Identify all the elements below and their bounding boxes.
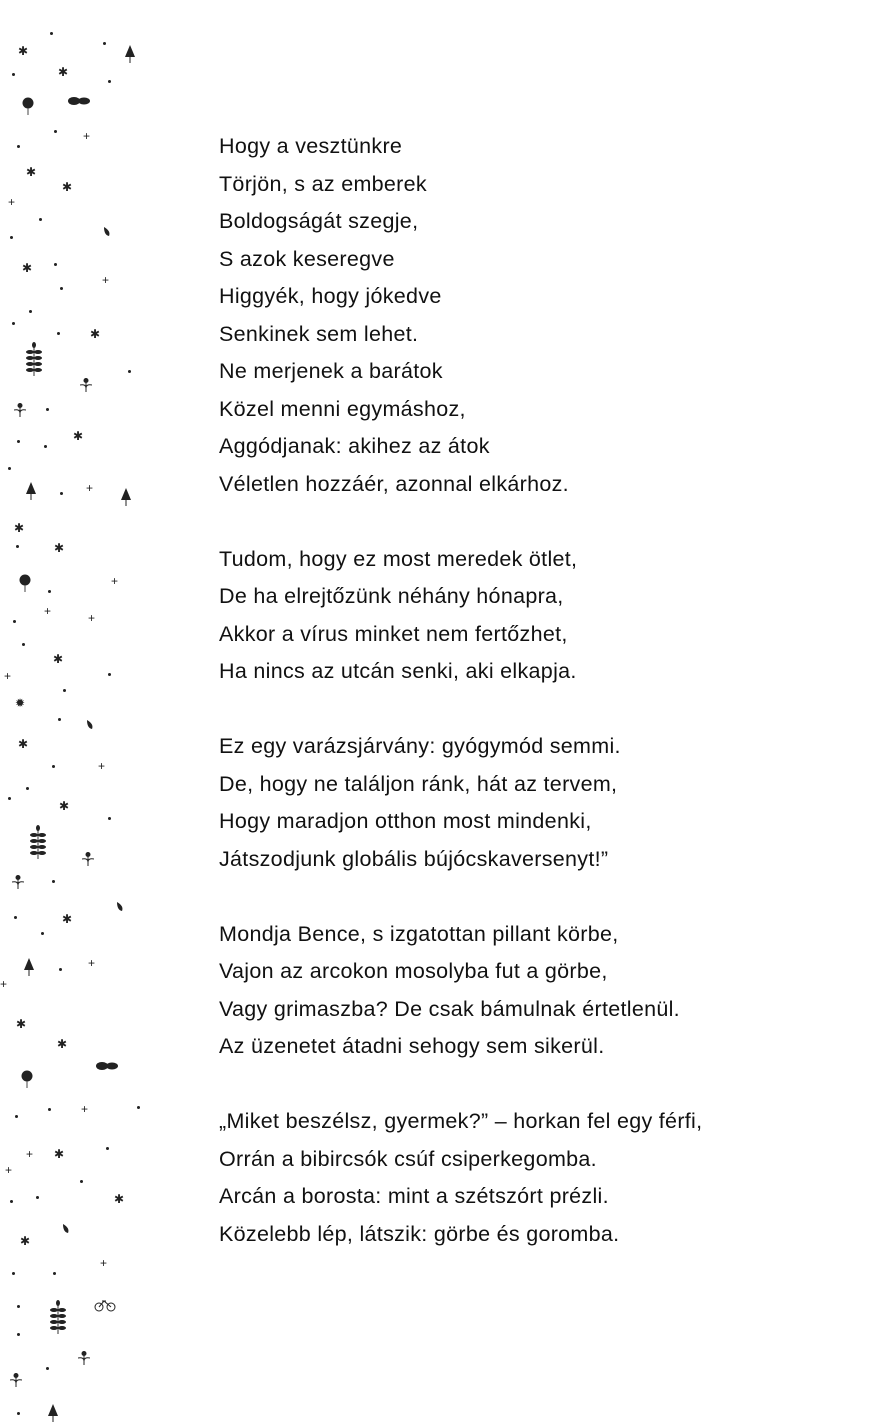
dot-icon xyxy=(44,445,47,448)
dot-icon xyxy=(103,42,106,45)
dot-icon xyxy=(39,218,42,221)
poem-line: Boldogságát szegje, xyxy=(219,209,419,233)
dot-icon xyxy=(36,1196,39,1199)
dot-icon xyxy=(16,545,19,548)
poem-line: Tudom, hogy ez most meredek ötlet, xyxy=(219,546,578,571)
plus-icon: + xyxy=(83,129,91,143)
dot-icon xyxy=(59,968,62,971)
poem-line: Arcán a borosta: mint a szétszórt prézli. xyxy=(219,1184,609,1208)
dot-icon xyxy=(17,1333,20,1336)
poem-line: Véletlen hozzáér, azonnal elkárhoz. xyxy=(219,471,569,496)
dot-icon xyxy=(58,718,61,721)
star-icon: ✱ xyxy=(20,1234,31,1248)
dot-icon xyxy=(60,287,63,290)
plus-icon: + xyxy=(88,611,96,625)
sprout-icon xyxy=(78,1351,90,1369)
star-icon: ✱ xyxy=(18,44,29,58)
poem-line: Közelebb lép, látszik: görbe és goromba. xyxy=(219,1221,620,1246)
blob-icon xyxy=(96,1058,118,1074)
star-icon: ✱ xyxy=(62,180,73,194)
poem-line: Hogy maradjon otthon most mindenki, xyxy=(219,809,592,833)
star-icon: ✱ xyxy=(14,521,25,535)
star-icon: ✱ xyxy=(58,65,69,79)
dot-icon xyxy=(137,1106,140,1109)
dot-icon xyxy=(12,322,15,325)
plus-icon: + xyxy=(88,956,96,970)
flower-icon: ✹ xyxy=(15,696,26,710)
dot-icon xyxy=(15,1115,18,1118)
sprout-icon xyxy=(10,1373,22,1391)
dot-icon xyxy=(106,1147,109,1150)
plus-icon: + xyxy=(5,1163,13,1177)
dot-icon xyxy=(41,932,44,935)
lolly-icon xyxy=(22,97,34,119)
dot-icon xyxy=(17,1412,20,1415)
poem-line: Orrán a bibircsók csúf csiperkegomba. xyxy=(219,1146,597,1171)
plus-icon: + xyxy=(102,273,110,287)
plus-icon: + xyxy=(86,481,94,495)
star-icon: ✱ xyxy=(59,799,70,813)
star-icon: ✱ xyxy=(114,1192,125,1206)
stanza xyxy=(219,728,702,878)
sprout-icon xyxy=(12,875,24,893)
star-icon: ✱ xyxy=(18,737,29,751)
plus-icon: + xyxy=(44,604,52,618)
plus-icon: + xyxy=(98,759,106,773)
poem-line: Közel menni egymáshoz, xyxy=(219,396,466,421)
dot-icon xyxy=(53,1272,56,1275)
sprout-icon xyxy=(14,403,26,421)
dot-icon xyxy=(12,73,15,76)
stanza xyxy=(219,1103,702,1253)
poem-line: Ha nincs az utcán senki, aki elkapja. xyxy=(219,659,577,683)
poem-line: Mondja Bence, s izgatottan pillant körbe, xyxy=(219,921,619,946)
star-icon: ✱ xyxy=(16,1017,27,1031)
plus-icon: + xyxy=(8,195,16,209)
poem-line: Akkor a vírus minket nem fertőzhet, xyxy=(219,621,568,646)
poem-line: Senkinek sem lehet. xyxy=(219,321,419,346)
poem-line: Vajon az arcokon mosolyba fut a görbe, xyxy=(219,959,608,983)
fern-icon xyxy=(50,1300,66,1338)
tree-icon xyxy=(121,488,131,510)
poem-line: De, hogy ne találjon ránk, hát az tervem, xyxy=(219,771,618,796)
poem-line: Higgyék, hogy jókedve xyxy=(219,284,442,308)
leaf-icon xyxy=(86,718,94,734)
dot-icon xyxy=(26,787,29,790)
plus-icon: + xyxy=(81,1102,89,1116)
poem-line: Aggódjanak: akihez az átok xyxy=(219,434,490,458)
dot-icon xyxy=(54,263,57,266)
dot-icon xyxy=(46,408,49,411)
fern-icon xyxy=(30,825,46,863)
star-icon: ✱ xyxy=(22,261,33,275)
star-icon: ✱ xyxy=(26,165,37,179)
poem-line: „Miket beszélsz, gyermek?” – horkan fel egy férfi, xyxy=(219,1109,703,1133)
dot-icon xyxy=(108,673,111,676)
star-icon: ✱ xyxy=(62,912,73,926)
dot-icon xyxy=(48,590,51,593)
leaf-icon xyxy=(62,1222,70,1238)
leaf-icon xyxy=(103,225,111,241)
dot-icon xyxy=(48,1108,51,1111)
star-icon: ✱ xyxy=(73,429,84,443)
dot-icon xyxy=(50,32,53,35)
plus-icon: + xyxy=(111,574,119,588)
poem-line: Törjön, s az emberek xyxy=(219,171,427,196)
dot-icon xyxy=(22,643,25,646)
dot-icon xyxy=(10,236,13,239)
dot-icon xyxy=(10,1200,13,1203)
plus-icon: + xyxy=(100,1256,108,1270)
poem-line: Vagy grimaszba? De csak bámulnak értetlenül. xyxy=(219,996,680,1021)
dot-icon xyxy=(80,1180,83,1183)
dot-icon xyxy=(14,916,17,919)
plus-icon: + xyxy=(0,977,8,991)
poem-line: Az üzenetet átadni sehogy sem sikerül. xyxy=(219,1034,605,1058)
dot-icon xyxy=(128,370,131,373)
dot-icon xyxy=(17,440,20,443)
star-icon: ✱ xyxy=(90,327,101,341)
poem xyxy=(219,128,702,1291)
poem-line: Játszodjunk globális bújócskaversenyt!” xyxy=(219,846,609,871)
poem-line: De ha elrejtőzünk néhány hónapra, xyxy=(219,584,564,608)
poem-line: Ne merjenek a barátok xyxy=(219,359,443,383)
tree-icon xyxy=(48,1404,58,1426)
dot-icon xyxy=(17,145,20,148)
dot-icon xyxy=(8,467,11,470)
decorative-border xyxy=(0,0,150,1417)
dot-icon xyxy=(12,1272,15,1275)
plus-icon: + xyxy=(4,669,12,683)
star-icon: ✱ xyxy=(53,652,64,666)
sprout-icon xyxy=(80,378,92,396)
tree-icon xyxy=(24,958,34,980)
dot-icon xyxy=(29,310,32,313)
stanza xyxy=(219,128,702,503)
dot-icon xyxy=(54,130,57,133)
dot-icon xyxy=(63,689,66,692)
sprout-icon xyxy=(82,852,94,870)
bike-icon xyxy=(94,1298,116,1316)
dot-icon xyxy=(13,620,16,623)
dot-icon xyxy=(57,332,60,335)
plus-icon: + xyxy=(26,1147,34,1161)
tree-icon xyxy=(26,482,36,504)
star-icon: ✱ xyxy=(54,541,65,555)
poem-line: S azok keseregve xyxy=(219,246,395,271)
dot-icon xyxy=(108,817,111,820)
lolly-icon xyxy=(19,574,31,596)
poem-line: Ez egy varázsjárvány: gyógymód semmi. xyxy=(219,734,621,758)
stanza xyxy=(219,541,702,691)
dot-icon xyxy=(52,765,55,768)
blob-icon xyxy=(68,93,90,109)
dot-icon xyxy=(8,797,11,800)
tree-icon xyxy=(125,45,135,67)
dot-icon xyxy=(52,880,55,883)
leaf-icon xyxy=(116,900,124,916)
dot-icon xyxy=(60,492,63,495)
dot-icon xyxy=(108,80,111,83)
stanza xyxy=(219,916,702,1066)
lolly-icon xyxy=(21,1070,33,1092)
poem-line: Hogy a vesztünkre xyxy=(219,134,403,158)
dot-icon xyxy=(17,1305,20,1308)
dot-icon xyxy=(46,1367,49,1370)
fern-icon xyxy=(26,342,42,380)
star-icon: ✱ xyxy=(54,1147,65,1161)
star-icon: ✱ xyxy=(57,1037,68,1051)
